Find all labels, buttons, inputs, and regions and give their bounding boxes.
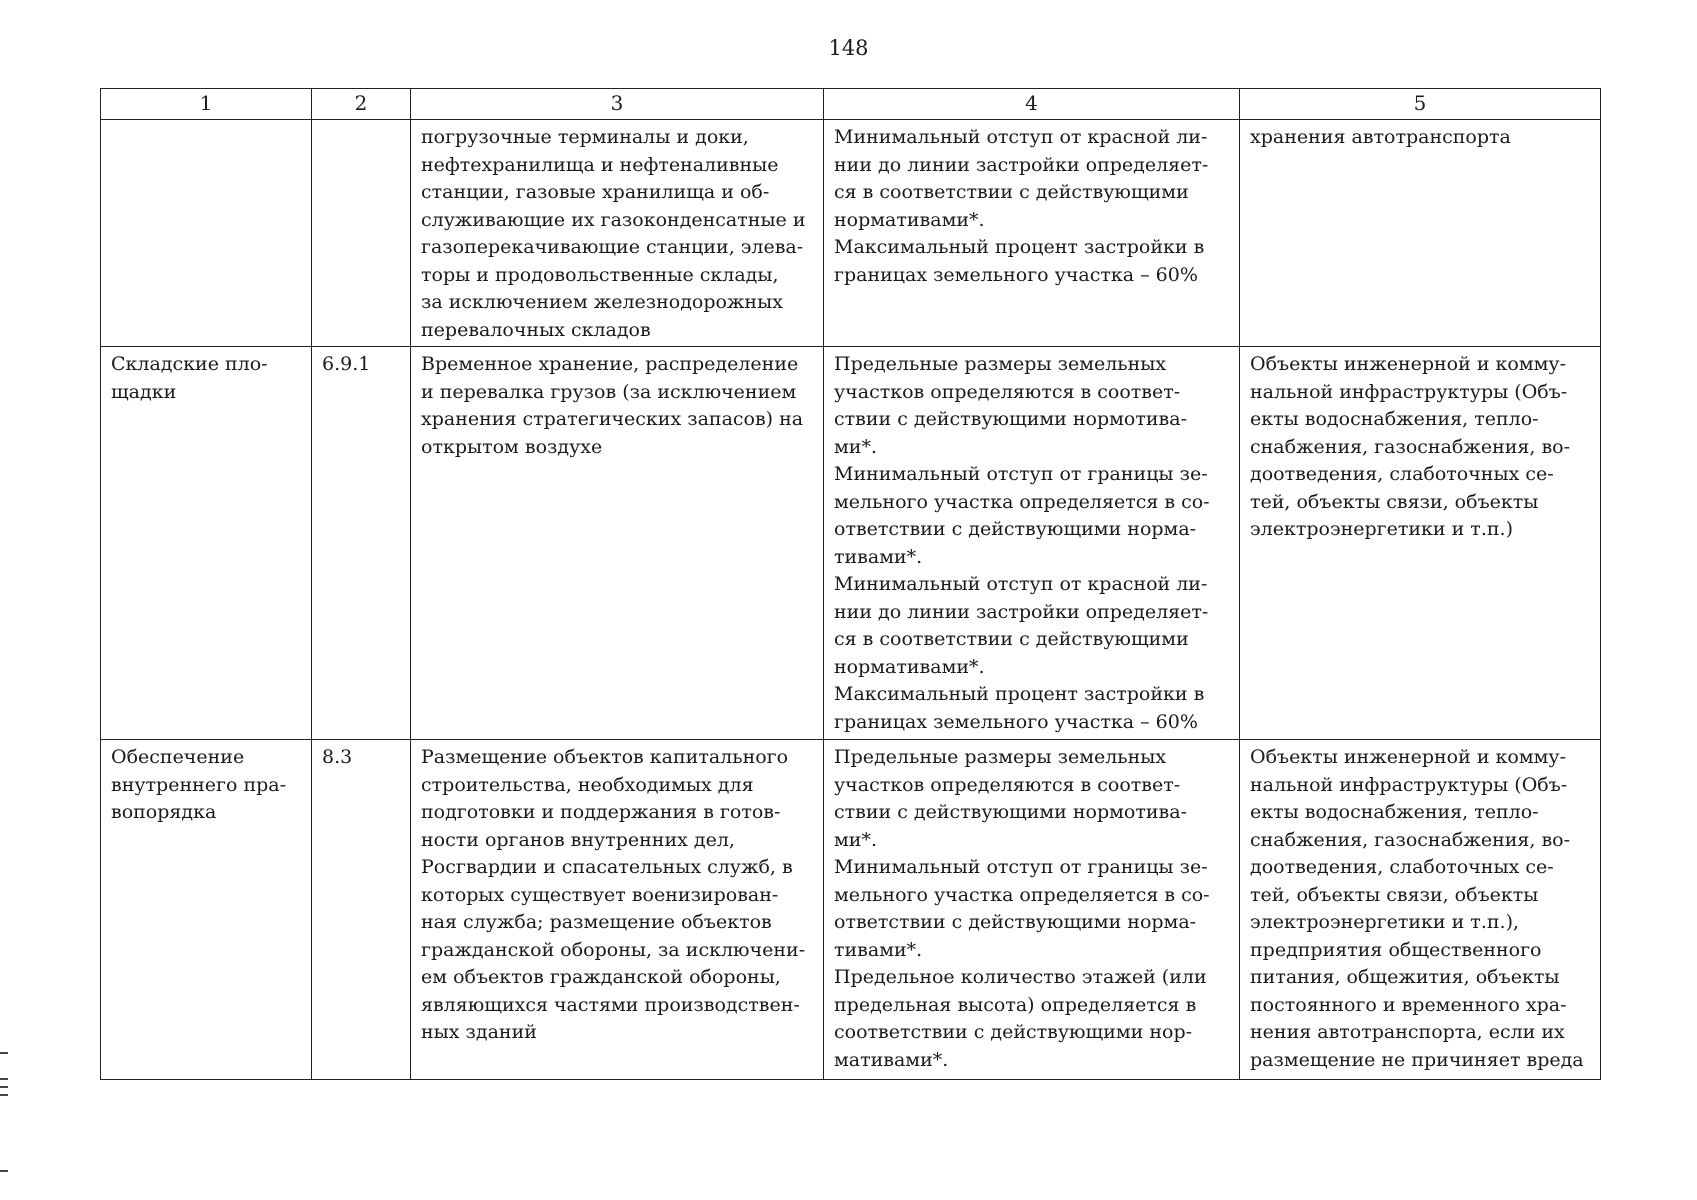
land-use-name-cell: Обеспечение внутреннего пра- вопорядка <box>101 740 312 1080</box>
land-use-code-cell: 8.3 <box>312 740 411 1080</box>
auxiliary-uses-cell: хранения автотранспорта <box>1240 120 1601 347</box>
land-use-name-cell <box>101 120 312 347</box>
land-use-code-cell <box>312 120 411 347</box>
column-header-5: 5 <box>1240 89 1601 120</box>
scan-margin-mark <box>0 1170 8 1172</box>
parameters-cell: Предельные размеры земельных участков определяются в соответ- ствии с действующими нормотива- ми*. Минимальный отступ от границы зе- мельного участка определяется в со- ответствии с действующими норма- тивами*. Предельное количество этажей (или предельная высота) определяется в соответствии с действующими нор- мативами*. <box>824 740 1240 1080</box>
column-header-3: 3 <box>411 89 824 120</box>
land-use-name-cell: Складские пло- щадки <box>101 347 312 740</box>
scan-margin-mark <box>0 1078 8 1080</box>
table-row <box>101 120 1601 347</box>
column-header-2: 2 <box>312 89 411 120</box>
table-header-row <box>101 89 1601 120</box>
table-row <box>101 347 1601 740</box>
description-cell: Размещение объектов капитального строительства, необходимых для подготовки и поддержания в готов- ности органов внутренних дел, Росгвардии и спасательных служб, в которых существует военизирован- ная служба; размещение объектов гражданской обороны, за исключени- ем объектов гражданской обороны, являющихся частями производствен- ных зданий <box>411 740 824 1080</box>
scan-margin-mark <box>0 1052 8 1054</box>
auxiliary-uses-cell: Объекты инженерной и комму- нальной инфраструктуры (Объ- екты водоснабжения, тепло- снабжения, газоснабжения, во- доотведения, слаботочных се- тей, объекты связи, объекты электроэнергетики и т.п.) <box>1240 347 1601 740</box>
table-row <box>101 740 1601 1080</box>
parameters-cell: Минимальный отступ от красной ли- нии до линии застройки определяет- ся в соответствии с действующими нормативами*. Максимальный процент застройки в границах земельного участка – 60% <box>824 120 1240 347</box>
auxiliary-uses-cell: Объекты инженерной и комму- нальной инфраструктуры (Объ- екты водоснабжения, тепло- снабжения, газоснабжения, во- доотведения, слаботочных се- тей, объекты связи, объекты электроэнергетики и т.п.), предприятия общественного питания, общежития, объекты постоянного и временного хра- нения автотранспорта, если их размещение не причиняет вреда <box>1240 740 1601 1080</box>
scan-margin-mark <box>0 1094 8 1096</box>
description-cell: погрузочные терминалы и доки, нефтехранилища и нефтеналивные станции, газовые хранилища и об- служивающие их газоконденсатные и газоперекачивающие станции, элева- торы и продовольственные склады, за исключением железнодорожных перевалочных складов <box>411 120 824 347</box>
parameters-cell: Предельные размеры земельных участков определяются в соответ- ствии с действующими нормотива- ми*. Минимальный отступ от границы зе- мельного участка определяется в со- ответствии с действующими норма- тивами*. Минимальный отступ от красной ли- нии до линии застройки определяет- ся в соответствии с действующими нормативами*. Максимальный процент застройки в границах земельного участка – 60% <box>824 347 1240 740</box>
scan-margin-mark <box>0 1086 8 1088</box>
column-header-1: 1 <box>101 89 312 120</box>
zoning-table <box>100 88 1601 1080</box>
land-use-code-cell: 6.9.1 <box>312 347 411 740</box>
column-header-4: 4 <box>824 89 1240 120</box>
description-cell: Временное хранение, распределение и перевалка грузов (за исключением хранения стратегических запасов) на открытом воздухе <box>411 347 824 740</box>
page-number: 148 <box>828 36 869 60</box>
